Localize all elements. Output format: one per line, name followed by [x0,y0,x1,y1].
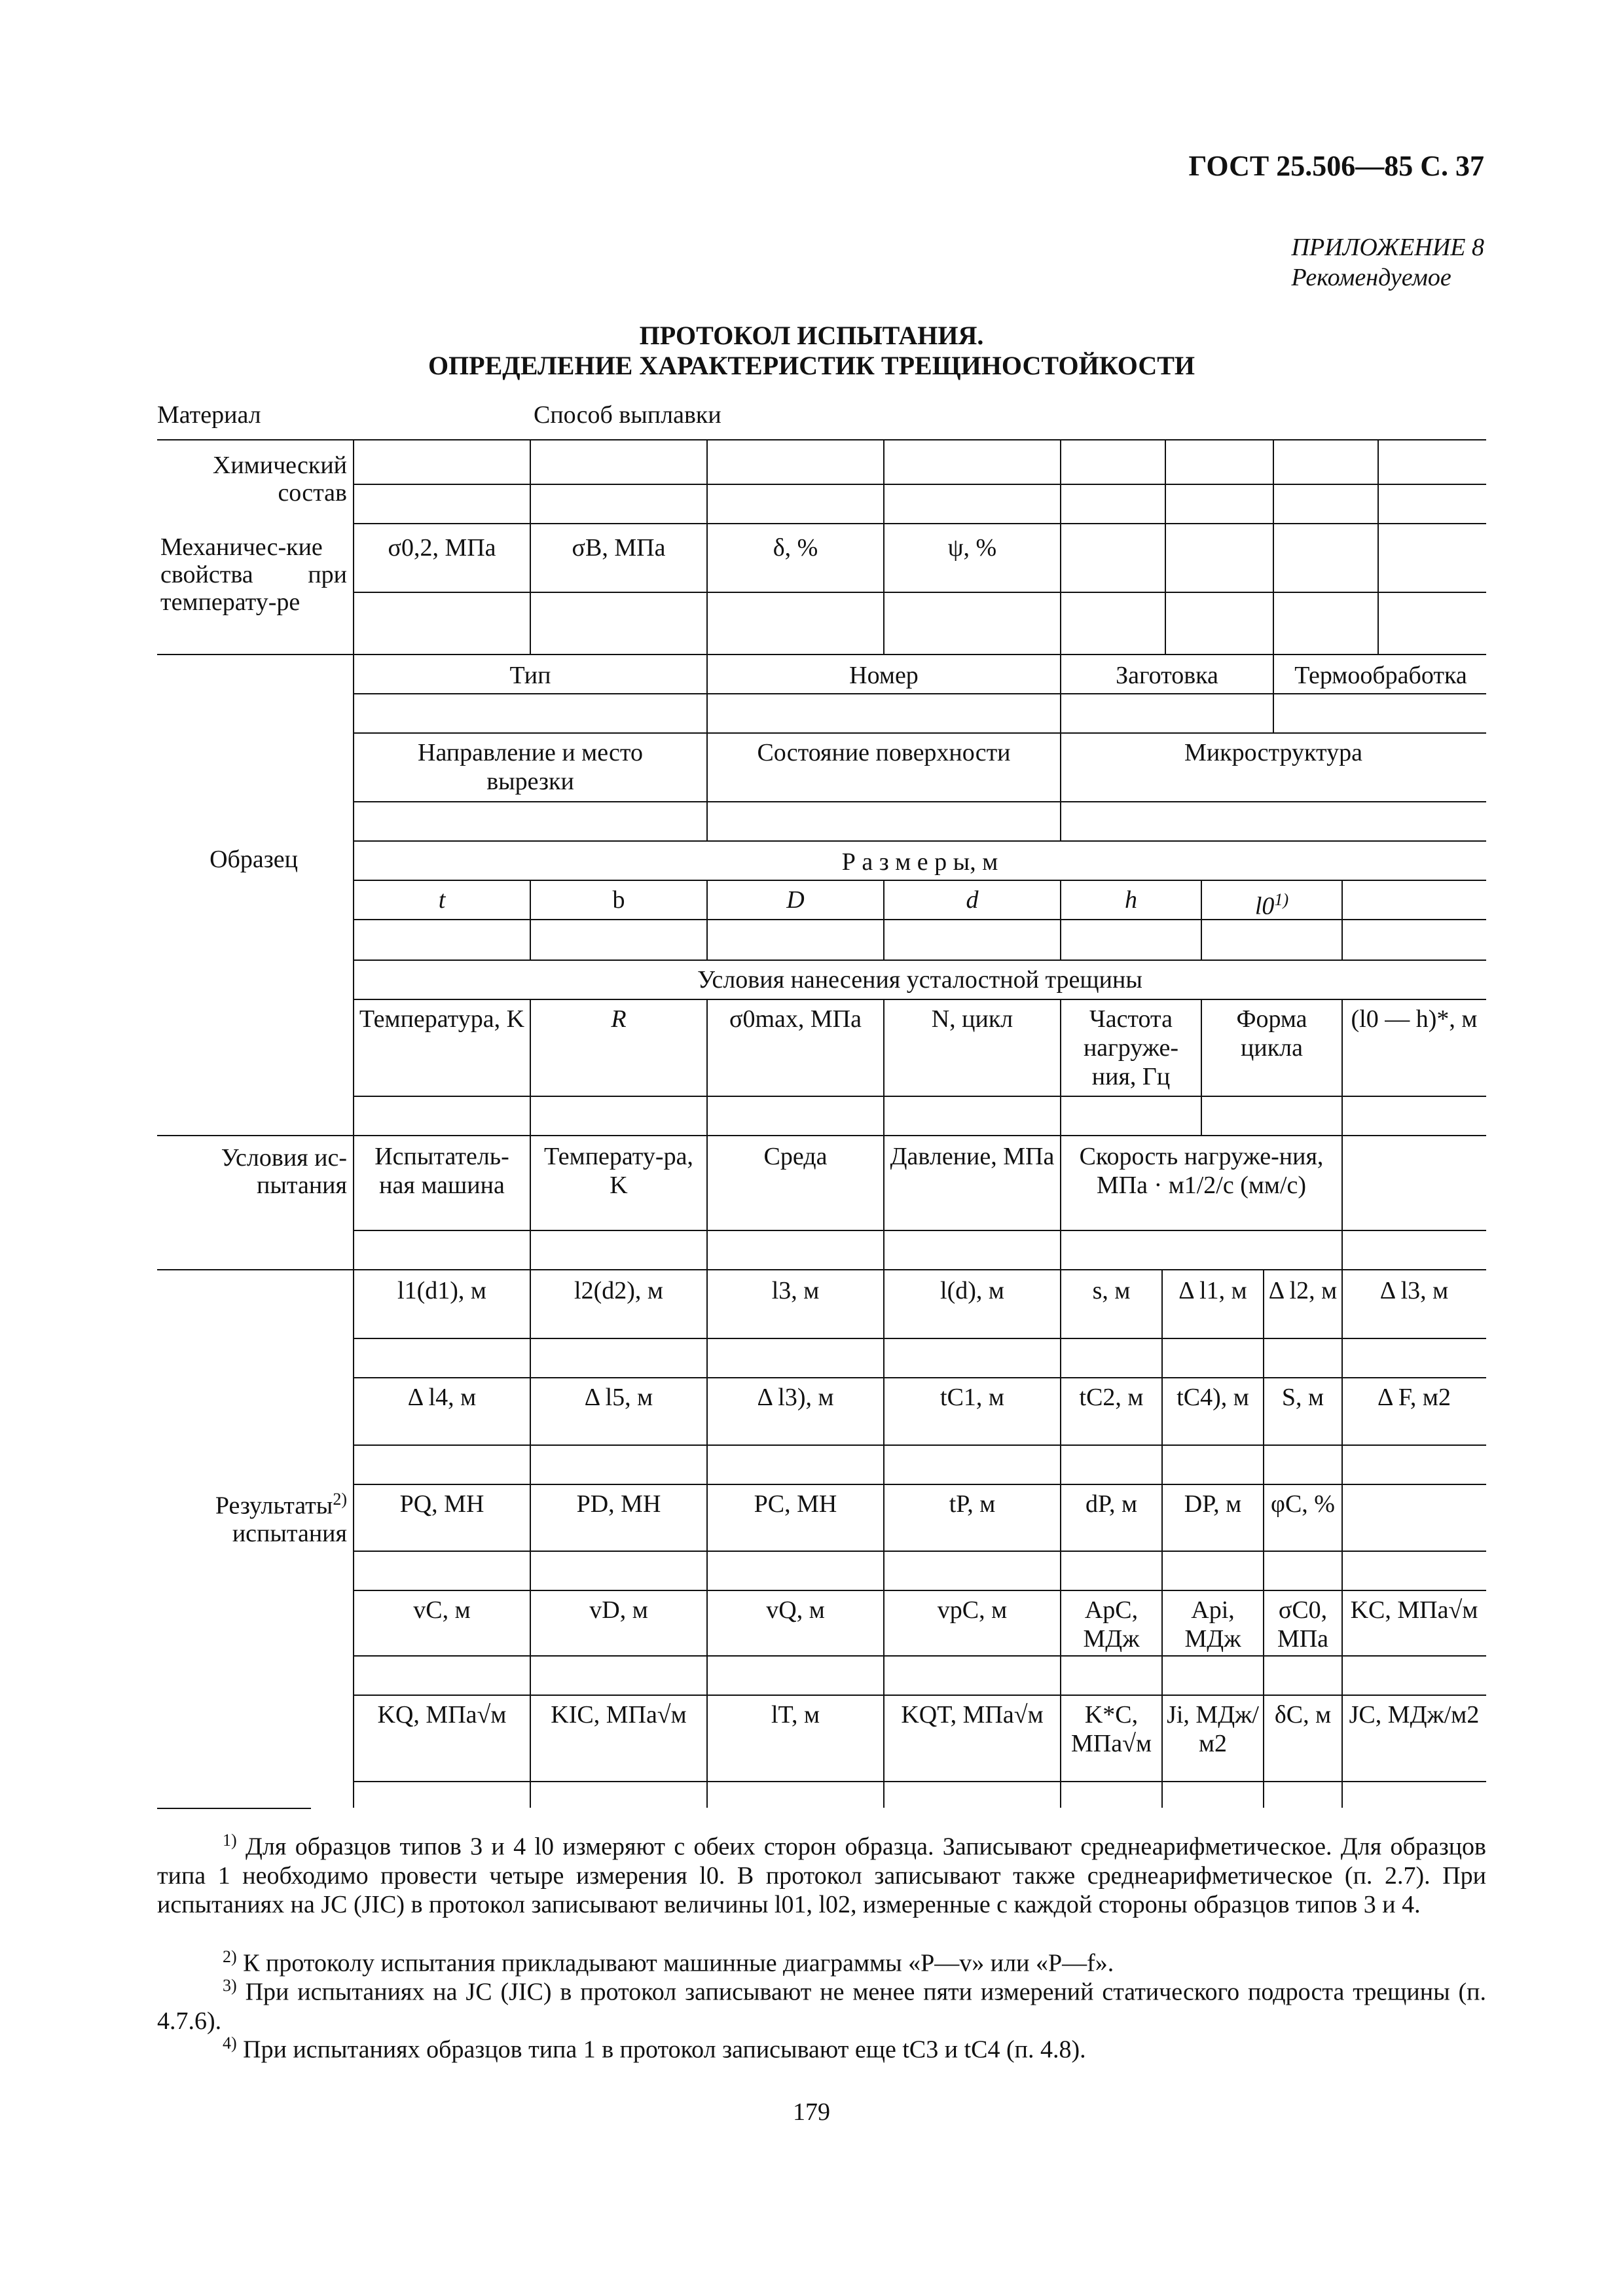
cell-blank: Заготовка [1116,662,1218,689]
res-vQ: vQ, м [766,1596,825,1624]
material-label: Материал [157,401,261,429]
footnote-4 [157,2029,1486,2064]
cell-delta: δ, % [773,534,818,562]
res-vpC: vpC, м [937,1596,1008,1624]
cell-psi: ψ, % [947,534,997,562]
cell-R: R [611,1005,627,1033]
appendix-number: ПРИЛОЖЕНИЕ 8 [1291,234,1484,261]
cell-microstructure: Микроструктура [1184,739,1362,766]
footnote-2-mark: 2) [223,1947,237,1966]
res-Api: Api, МДж [1184,1596,1241,1653]
res-vC: vC, м [413,1596,471,1624]
res-deltaC: δC, м [1274,1701,1332,1729]
footnote-1-text: Для образцов типов 3 и 4 l0 измеряют с обеих сторон образца. Записывают среднеарифметическое. Для образцов типа 1 необходимо провести четыре измерения l0. В протокол записывают также среднеарифметическое (п. 2.7). При испытаниях на JC (JIC) в протокол записывают величины l01, l02, измеренные с каждой стороны образцов типов 3 и 4. [157,1833,1486,1918]
res-JC: JC, МДж/м2 [1349,1701,1480,1729]
res-KIC: KIC, МПа√м [551,1701,687,1729]
dim-t: t [438,886,446,914]
res-ApC: ApC, МДж [1083,1596,1140,1653]
footnote-3-text: При испытаниях на JC (JIC) в протокол записывают не менее пяти измерений статического подроста трещины (п. 4.7.6). [157,1978,1487,2035]
cell-direction: Направление и место вырезки [418,739,643,795]
dim-D: D [786,886,805,914]
cell-number: Номер [849,662,919,689]
cell-sizes: Р а з м е р ы, м [841,848,998,876]
res-dl3: Δ l3, м [1379,1277,1449,1304]
res-dl4: Δ l4, м [407,1384,477,1411]
res-PD: PD, МН [576,1490,661,1518]
appendix-status: Рекомендуемое [1291,264,1451,291]
row-test-conditions: Условия ис-пытания [221,1144,347,1199]
cell-loading-rate: Скорость нагруже-ния, МПа · м1/2/с (мм/с) [1079,1143,1324,1199]
res-KCstar: K*C, МПа√м [1071,1701,1152,1757]
res-vD: vD, м [589,1596,648,1624]
res-S: S, м [1281,1384,1324,1411]
footnote-ref-1: 1) [1274,890,1289,909]
res-dP: dP, м [1085,1490,1137,1518]
melting-label: Способ выплавки [534,401,721,429]
res-dl-fn3: Δ l3), м [757,1384,834,1411]
res-tc1: tC1, м [940,1384,1004,1411]
res-s: s, м [1092,1277,1131,1304]
cell-surface: Состояние поверхности [757,739,1011,766]
res-dl2: Δ l2, м [1268,1277,1338,1304]
cell-l0-h: (l0 — h)*, м [1351,1005,1478,1033]
row-results-line2: испытания [232,1519,347,1547]
res-KC: KC, МПа√м [1350,1596,1478,1624]
cell-frequency: Частота нагруже-ния, Гц [1083,1005,1179,1090]
res-l3: l3, м [771,1277,820,1304]
res-lT: lT, м [771,1701,820,1729]
page-number: 179 [793,2098,830,2126]
res-KQ: KQ, МПа√м [377,1701,507,1729]
cell-medium: Среда [763,1143,828,1170]
res-l2: l2(d2), м [574,1277,663,1304]
footnote-1-mark: 1) [223,1831,237,1850]
title-line-1: ПРОТОКОЛ ИСПЫТАНИЯ. [639,321,984,350]
cell-sigma02: σ0,2, МПа [388,534,496,562]
footnote-separator [157,1808,311,1809]
dim-l0 [1205,886,1339,921]
res-tc-fn4: tC4), м [1176,1384,1249,1411]
cell-N: N, цикл [931,1005,1013,1033]
res-dl1: Δ l1, м [1178,1277,1247,1304]
cell-heat-treatment: Термообработка [1294,662,1467,689]
footnote-2-text: К протоколу испытания прикладывают машинные диаграммы «P—v» или «P—f». [243,1949,1114,1977]
footnote-1 [157,1826,1486,1919]
cell-fatigue-conditions: Условия нанесения усталостной трещины [697,966,1142,994]
row-mechanical-properties: Механичес-кие свойства при температу-ре [160,533,347,616]
cell-cycle-form: Форма цикла [1236,1005,1307,1062]
dim-l0-label: l0 [1254,892,1275,920]
footnote-ref-2: 2) [333,1490,347,1509]
cell-pressure: Давление, МПа [890,1143,1055,1170]
res-DP: DP, м [1184,1490,1242,1518]
dim-b: b [612,886,625,914]
row-results-line1: Результаты [215,1492,333,1520]
res-PC: PC, МН [754,1490,837,1518]
title-line-2: ОПРЕДЕЛЕНИЕ ХАРАКТЕРИСТИК ТРЕЩИНОСТОЙКОСТИ [428,351,1195,380]
row-chemical-composition: Химический состав [212,452,347,507]
res-phiC: φC, % [1271,1490,1335,1518]
cell-type: Тип [509,662,551,689]
row-sample: Образец [210,846,298,873]
footnote-3-mark: 3) [223,1976,237,1995]
row-results [160,1486,347,1547]
footnote-3 [157,1971,1486,2036]
res-l1: l1(d1), м [397,1277,486,1304]
res-dF: Δ F, м2 [1377,1384,1451,1411]
cell-sigma0max: σ0max, МПа [729,1005,862,1033]
cell-temperature: Температура, K [359,1005,525,1033]
dim-d: d [966,886,979,914]
footnote-4-text: При испытаниях образцов типа 1 в протокол записывают еще tC3 и tC4 (п. 4.8). [243,2036,1086,2064]
res-ld: l(d), м [940,1277,1004,1304]
cell-test-machine: Испытатель-ная машина [374,1143,509,1199]
res-dl5: Δ l5, м [584,1384,653,1411]
dim-h: h [1125,886,1137,914]
res-sigmaC0: σC0, МПа [1277,1596,1329,1653]
res-Ji: Ji, МДж/м2 [1167,1701,1259,1757]
res-PQ: PQ, МН [399,1490,484,1518]
res-tc2: tC2, м [1079,1384,1144,1411]
footnote-4-mark: 4) [223,2034,237,2053]
res-KQT: KQT, МПа√м [901,1701,1044,1729]
cell-test-temperature: Температу-ра, K [544,1143,693,1199]
document-header: ГОСТ 25.506—85 С. 37 [1188,150,1484,182]
cell-sigmaB: σB, МПа [572,534,666,562]
res-tP: tP, м [949,1490,996,1518]
